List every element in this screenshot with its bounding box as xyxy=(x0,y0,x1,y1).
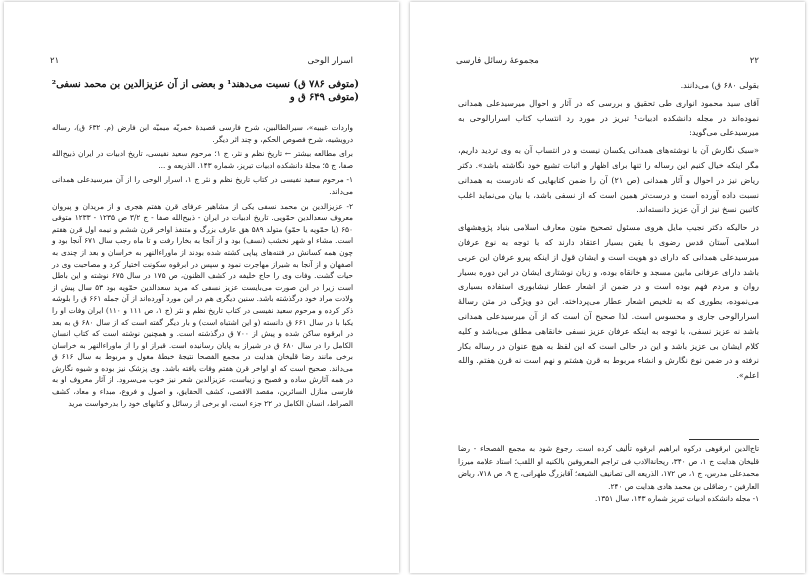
right-footnote: تاج‌الدین ابرقوهی درکوه ابراهیم ابرقوه تألیف کرده است. رجوع شود به مجمع الفصحاء - رضا قلیخان هدایت ج ۱، ص ۳۴۰، ریحانةالادب فی تراجم المعروفین بالکنیه او اللقب؛ استاد علامه میرزا محمدعلی مدرس، ج ۱، ص ۱۷۲، الذریعه الی تصانیف الشیعه؛ آقابزرگ طهرانی، ج ۹، ص ۷۱۸، ریاض العارفین - رضاقلی بن محمد هادی هدایت ص ۲۴۰. xyxy=(458,444,759,491)
page-number-left: ۲۱ xyxy=(50,56,60,66)
left-footnote-2: ۲- عزیزالدین بن محمد نسفی یکی از مشاهیر عرفای قرن هفتم هجری و از مریدان و پیروان معروف سعدالدین حمّویی. تاریخ ادبیات در ایران - ذبیح‌الله صفا - ج ۳/۲ ص ۱۲۳۵ - ۱۲۳۳ متوفی ۶۵۰ (یا حمّویه یا حمّو) متولد ۵۸۹ هق عارف بزرگ و متنفذ اواخر قرن ششم و نیمه اول قرن هفتم است. مشاء او شهر نخشب (نسف) بود و از آنجا به بخارا رفت و تا ماه رجب سال ۶۷۱ آنجا بود و چون همه کسانش در فتنه‌های پیاپی کشته شده بودند از ماوراءالنهر به خراسان و بعد از چندی به اصفهان و از آنجا به شیراز مهاجرت نمود و سپس در ابرقوه سکونت اختیار کرد و مصاحبت وی در حیات گشت. وفات وی را حاج خلیفه در کشف الظنون، ص ۱۷۵ در سال ۶۷۵ نوشته و این باطل است زیرا در این صورت می‌بایست عزیز نسفی که مرید سعدالدین حمّویه بود ۵۳ سال پیش از ولادت مراد خود درگذشته باشد. سنین دیگری هم در این مورد آورده‌اند از آن جمله ۶۶۱ ق را بلوشه ذکر کرده و مرحوم سعید نفیسی در کتاب تاریخ نظم و نثر (ج ۱، ص ۱۱۱ و ۱۱۰) ایران وفات او را یکبا با در سال ۶۶۱ ق دانسته (و این اشتباه است) و بار دیگر گفته است که از سال ۶۸۰ ق به بعد در ابرقوه ساکن شده و پیش از ۷۰۰ ق درگذشته است. و همچنین نوشته است که کتاب انسان الکامل را در سال ۶۸۰ ق در شیراز به پایان رسانیده است. قبراز او را از ماوراءالنهر به خراسان برخی مانند رضا قلیخان هدایت در مجمع الفصحا نتیجهٔ خبطهٔ مغول و مربوط به سال ۶۱۶ ق می‌داند. صحیح است که او اواخر قرن هفتم وفات یافته باشد. وی پزشک نیز بوده و شیوه نگارش در همه آثارش ساده و فصیح و زیباست، عزیزالدین شعر نیز خوب می‌سرود. از آثار معروف او به فارسی منازل السائرین، مقصد الاقصی، کشف الحقایق، و اصول و فروع، مبداء و معاد، کشف الصراط، انسان الکامل در ۲۲ جزء است، او برخی از رسائل و کتابهای خود را بدرخواست مرید xyxy=(52,201,354,408)
right-page-header xyxy=(456,56,759,66)
right-paragraph: در حالیکه دکتر نجیب مایل هروی مسئول تصحیح متون معارف اسلامی بنیاد پژوهشهای اسلامی آستان قدس رضوی با یقین بسیار اعتقاد دارند که با توجه به نوع عرفان میرسیدعلی همدانی که دارای دو هویت است و ایشان قول از اینکه پیرو عرفان این عربی باشد دارای عرفانی مابین مسجد و خانقاه بوده، و زبان نوشتاری ایشان در این دوره بسیار روان و مردم فهم بوده است و در ضمن از اشعار عطار نیشابوری استفاده بسیاری می‌نموده، بطوری که به تلخیص اشعار عطار می‌پرداخته. این دو ویژگی در متن رسالهٔ اسرارالوحی جاری و محسوس است. لذا صحیح آن است که از آن میرسیدعلی همدانی باشد نه عزیز نسفی، با توجه به اینکه عرفان عزیز نسفی خانقاهی مطلق می‌باشد و کلیه کلام ایشان بی عزیز باشد و این در حالی است که این لفظ به هیچ عنوان در رساله بکار نرفته و در ضمن نوع نگارش و انشاء مربوط به قرن هشتم و نهم است نه قرن هفتم. والله اعلم». xyxy=(458,222,759,381)
left-page-body xyxy=(52,122,353,412)
left-footnote-1: ۱- مرحوم سعید نفیسی در کتاب تاریخ نظم و نثر ج ۱، اسرار الوحی را از آن میرسیدعلی همدانی می‌داند. xyxy=(52,175,353,196)
page-number-right: ۲۲ xyxy=(749,56,759,66)
running-head-right: مجموعهٔ رسائل فارسی xyxy=(456,56,539,66)
left-page-title-line: (متوفی ۷۸۶ ق) نسبت می‌دهند¹ و بعضی از آن عزیزالدین بن محمد نسفی² (متوفی ۶۴۹ ق و xyxy=(51,79,359,104)
left-paragraph: واردات غیبیه»، سیرالطالبین، شرح فارسی قصیدهٔ خمریّه میمیّه ابن فارض (م. ۶۳۲ ق)، رساله درویشیه، شرح فصوص الحکم، و چند اثر دیگر. xyxy=(52,123,354,144)
left-paragraph: برای مطالعه بیشتر ← تاریخ نظم و نثر، ج ۱؛ مرحوم سعید نفیسی، تاریخ ادبیات در ایران ذبیح‌الله صفا، ج ۵؛ مجلهٔ دانشکده ادبیات تبریز، شماره ۱۴۳. الذریعه و ... xyxy=(52,149,353,170)
footnote-divider xyxy=(689,439,759,440)
right-paragraph: بقولی ۶۸۰ ق) می‌دانند. xyxy=(680,80,759,90)
right-page-body xyxy=(458,78,759,386)
right-page-footnotes xyxy=(458,443,759,506)
left-book-page xyxy=(4,2,399,573)
right-paragraph: «سبک نگارش آن با نوشته‌های همدانی یکسان نیست و در انتساب آن به وی تردید داریم، مگر اینکه خیال کنیم این رساله را تنها برای اظهار و اثبات تشیع خود نگاشته باشد». دکتر ریاض نیز در احوال و آثار همدانی (ص ۲۱) آن را ضمن کتابهایی که نادرست به همدانی نسبت داده آورده است و درست‌تر همین است که از نسفی باشد، با بیان می‌نماید اغلب کاتبین نسخ نیز از آن عزیز دانسته‌اند. xyxy=(458,145,759,215)
right-book-page xyxy=(410,2,805,573)
running-head-left: اسرار الوحی xyxy=(307,56,353,66)
right-footnote: ۱- مجله دانشکده ادبیات تبریز شماره ۱۴۳، سال ۱۳۵۱. xyxy=(595,494,759,503)
left-page-header xyxy=(50,56,353,66)
right-paragraph: آقای سید محمود انواری طی تحقیق و بررسی که در آثار و احوال میرسیدعلی همدانی نموده‌اند در مجله دانشکده ادبیات¹ تبریز در مورد رد انتساب کتاب اسرارالوحی به میرسیدعلی می‌گوید: xyxy=(458,97,759,138)
